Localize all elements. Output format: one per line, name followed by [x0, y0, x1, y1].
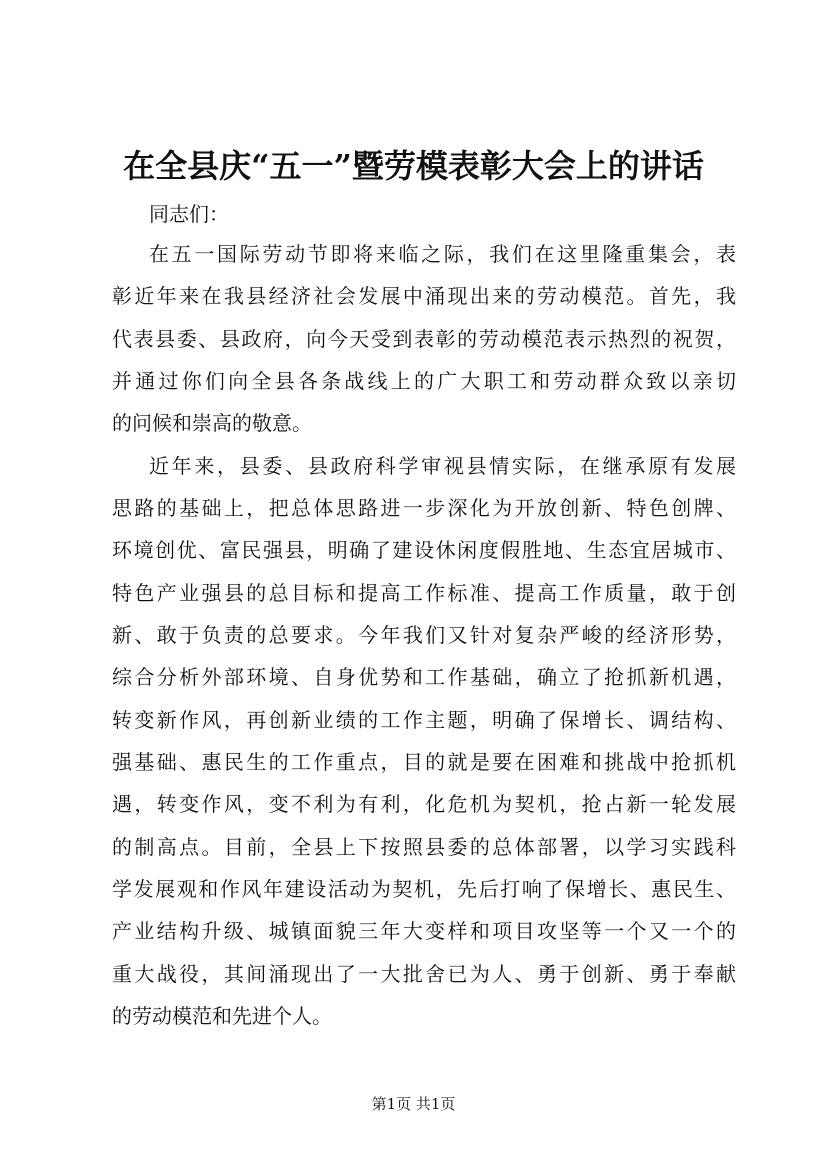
paragraph-line: 的制高点。目前，全县上下按照县委的总体部署，以学习实践科 — [112, 835, 736, 859]
paragraph-line: 强基础、惠民生的工作重点，目的就是要在困难和挑战中抢抓机 — [112, 750, 736, 774]
paragraph-line: 学发展观和作风年建设活动为契机，先后打响了保增长、惠民生、 — [112, 877, 736, 901]
paragraph-line: 环境创优、富民强县，明确了建设休闲度假胜地、生态宜居城市、 — [112, 538, 736, 562]
paragraph-line: 在五一国际劳动节即将来临之际，我们在这里隆重集会，表 — [149, 242, 736, 266]
paragraph-line: 彰近年来在我县经济社会发展中涌现出来的劳动模范。首先，我 — [112, 284, 736, 308]
paragraph-line: 特色产业强县的总目标和提高工作标准、提高工作质量，敢于创 — [112, 581, 736, 605]
paragraph-line: 遇，转变作风，变不利为有利，化危机为契机，抢占新一轮发展 — [112, 792, 736, 816]
paragraph-line: 的劳动模范和先进个人。 — [112, 1004, 332, 1028]
paragraph-line: 新、敢于负责的总要求。今年我们又针对复杂严峻的经济形势， — [112, 623, 736, 647]
paragraph-line: 代表县委、县政府，向今天受到表彰的劳动模范表示热烈的祝贺， — [112, 327, 736, 351]
salutation: 同志们： — [149, 202, 229, 226]
paragraph-line: 近年来，县委、县政府科学审视县情实际，在继承原有发展 — [149, 454, 736, 478]
document-title: 在全县庆“五一”暨劳模表彰大会上的讲话 — [123, 147, 704, 185]
paragraph-line: 的问候和崇高的敬意。 — [112, 411, 312, 435]
paragraph-line: 思路的基础上，把总体思路进一步深化为开放创新、特色创牌、 — [112, 496, 736, 520]
paragraph-line: 重大战役，其间涌现出了一大批舍已为人、勇于创新、勇于奉献 — [112, 962, 736, 986]
paragraph-line: 转变新作风，再创新业绩的工作主题，明确了保增长、调结构、 — [112, 708, 736, 732]
paragraph-line: 综合分析外部环境、自身优势和工作基础，确立了抢抓新机遇， — [112, 665, 736, 689]
page-footer: 第1页 共1页 — [371, 1095, 456, 1113]
paragraph-line: 产业结构升级、城镇面貌三年大变样和项目攻坚等一个又一个的 — [112, 919, 736, 943]
paragraph-line: 并通过你们向全县各条战线上的广大职工和劳动群众致以亲切 — [112, 369, 736, 393]
